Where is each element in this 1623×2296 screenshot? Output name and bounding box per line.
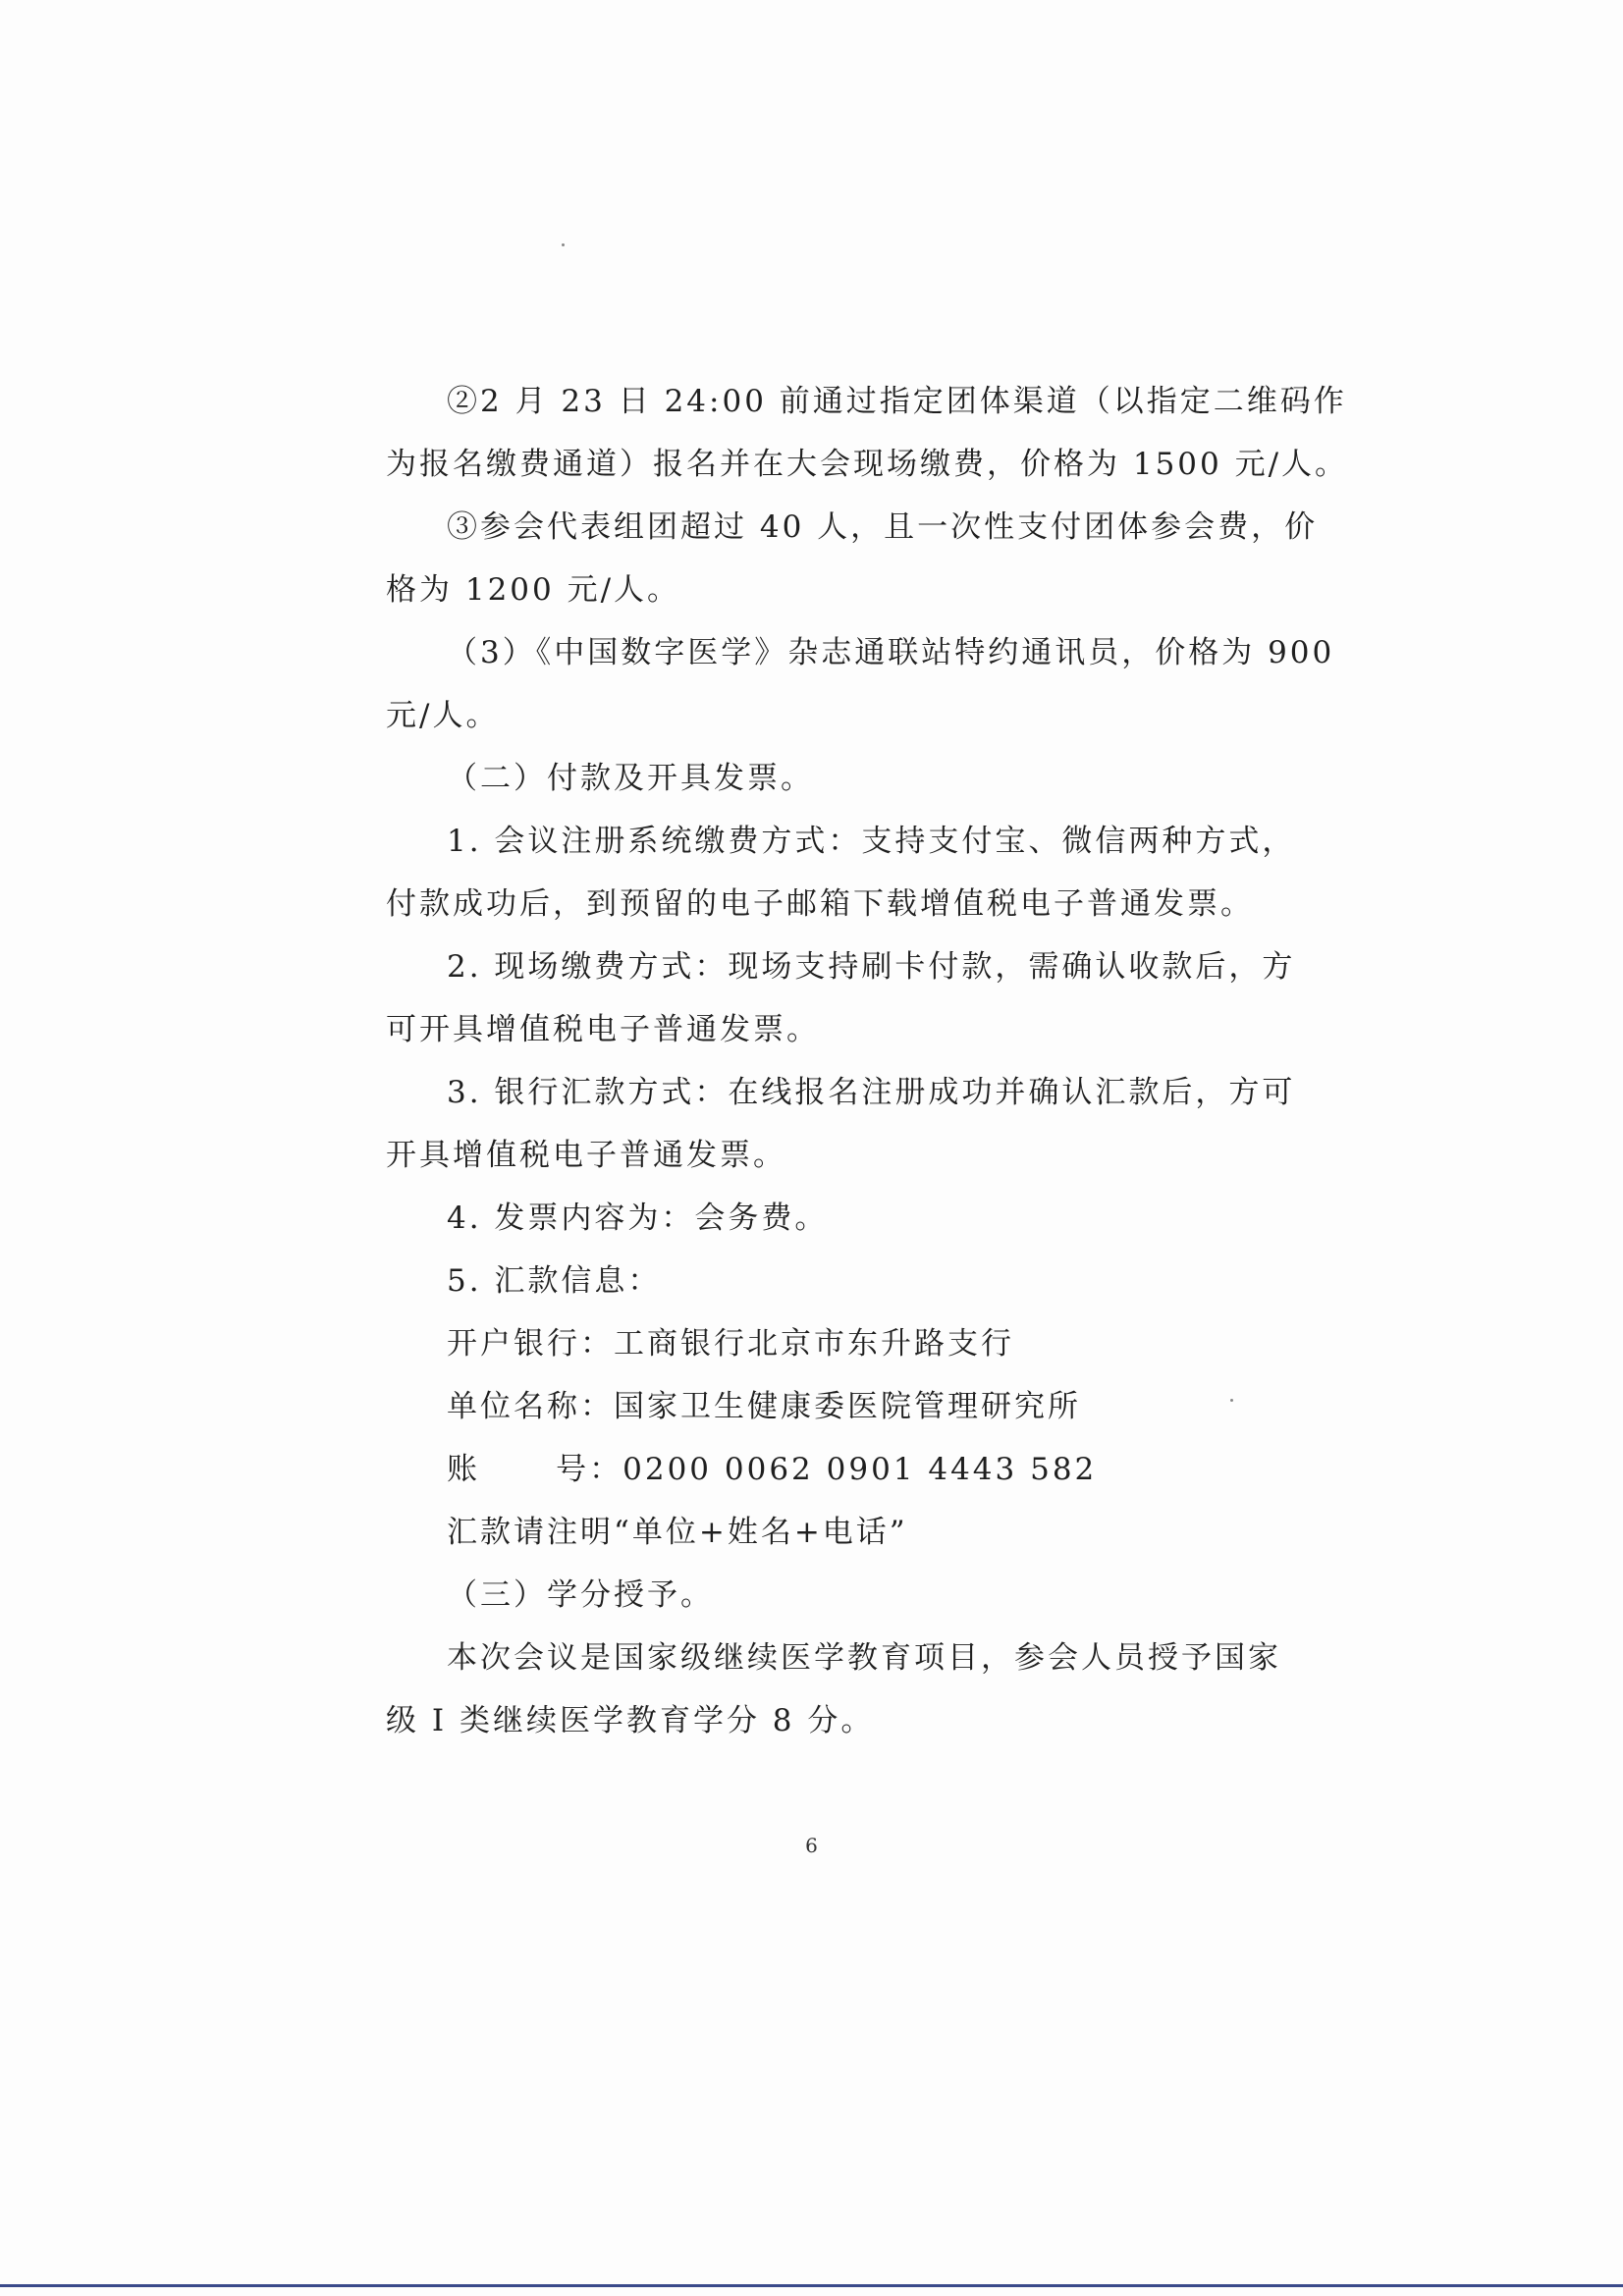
paragraph-line: 格为 1200 元/人。 bbox=[386, 572, 681, 608]
paragraph-line: ③参会代表组团超过 40 人，且一次性支付团体参会费，价 bbox=[447, 509, 1319, 545]
paragraph-line: 5. 汇款信息： bbox=[447, 1263, 662, 1299]
paragraph-line: 2. 现场缴费方式：现场支持刷卡付款，需确认收款后，方 bbox=[447, 949, 1296, 985]
paragraph-line: 1. 会议注册系统缴费方式：支持支付宝、微信两种方式， bbox=[447, 824, 1296, 859]
paragraph-line: 可开具增值税电子普通发票。 bbox=[386, 1012, 820, 1047]
paragraph-line: 4. 发票内容为：会务费。 bbox=[447, 1201, 829, 1236]
paragraph-line: 本次会议是国家级继续医学教育项目，参会人员授予国家 bbox=[447, 1640, 1281, 1676]
paragraph-line: （3）《中国数字医学》杂志通联站特约通讯员，价格为 900 bbox=[447, 635, 1335, 670]
paragraph-line: 付款成功后，到预留的电子邮箱下载增值税电子普通发票。 bbox=[386, 886, 1254, 922]
page-number: 6 bbox=[805, 1834, 818, 1857]
paragraph-line: 3. 银行汇款方式：在线报名注册成功并确认汇款后，方可 bbox=[447, 1075, 1296, 1110]
scan-speck bbox=[562, 243, 565, 246]
scan-bottom-edge bbox=[0, 2284, 1623, 2287]
paragraph-line: 开具增值税电子普通发票。 bbox=[386, 1138, 786, 1173]
account-holder-line: 单位名称：国家卫生健康委医院管理研究所 bbox=[447, 1389, 1081, 1424]
paragraph-line: 元/人。 bbox=[386, 698, 500, 733]
account-number-line: 账 号：0200 0062 0901 4443 582 bbox=[447, 1452, 1098, 1487]
section-heading: （二）付款及开具发票。 bbox=[447, 761, 814, 796]
bank-name-line: 开户银行：工商银行北京市东升路支行 bbox=[447, 1326, 1014, 1362]
paragraph-line: 为报名缴费通道）报名并在大会现场缴费，价格为 1500 元/人。 bbox=[386, 447, 1349, 482]
section-heading: （三）学分授予。 bbox=[447, 1577, 714, 1613]
paragraph-line: ②2 月 23 日 24:00 前通过指定团体渠道（以指定二维码作 bbox=[447, 384, 1347, 419]
remittance-note-line: 汇款请注明“单位+姓名+电话” bbox=[447, 1515, 908, 1550]
paragraph-line: 级 I 类继续医学教育学分 8 分。 bbox=[386, 1703, 875, 1738]
